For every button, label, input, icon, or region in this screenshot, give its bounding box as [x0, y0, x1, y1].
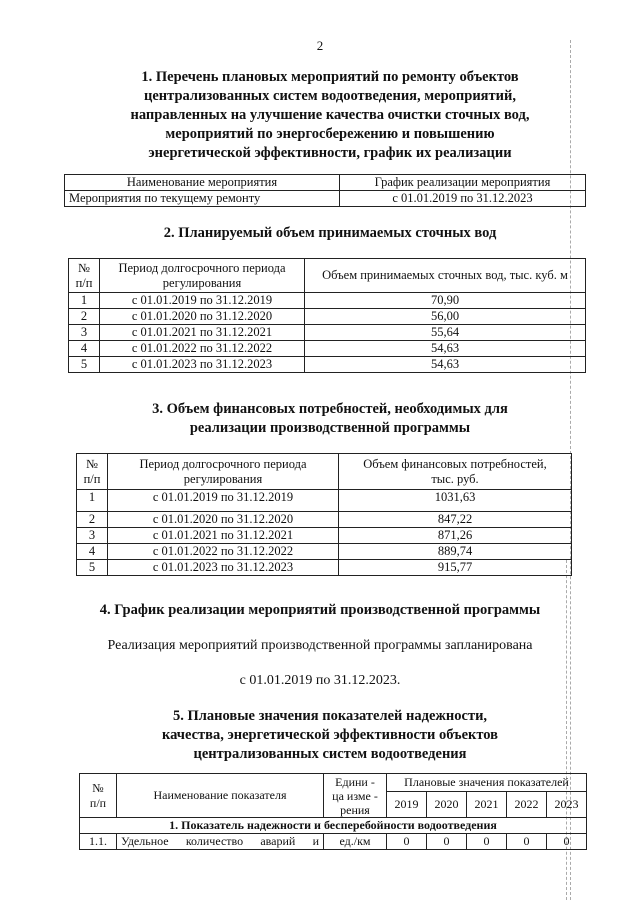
section4-paragraph: Реализация мероприятий производственной программы запланирована — [107, 638, 533, 653]
header-cell-name: Наименование показателя — [117, 774, 324, 818]
year-cell: 2020 — [426, 792, 466, 818]
header-cell-volume: Объем принимаемых сточных вод, тыс. куб. м — [305, 259, 586, 293]
subheader-cell: 1. Показатель надежности и бесперебойности водоотведения — [80, 818, 587, 834]
section5-title: 5. Плановые значения показателей надежности, качества, энергетической эффективности объектов централизованных систем водоотведения — [161, 708, 499, 762]
year-cell: 2021 — [466, 792, 506, 818]
table-row: 5 с 01.01.2023 по 31.12.2023 54,63 — [69, 357, 586, 373]
section1-title: 1. Перечень плановых мероприятий по ремонту объектов централизованных систем водоотведения, мероприятий, направленных на улучшение качества очистки сточных вод, мероприятий по энергосбережению и повышению энергетической эффективности, график их реализации — [130, 69, 530, 161]
table-row: 3 с 01.01.2021 по 31.12.2021 55,64 — [69, 325, 586, 341]
header-cell-period: Период долгосрочного периода регулирования — [100, 259, 305, 293]
table-header-row — [77, 454, 572, 490]
table-row: 2 с 01.01.2020 по 31.12.2020 56,00 — [69, 309, 586, 325]
header-cell-finance: Объем финансовых потребностей, тыс. руб. — [339, 454, 572, 490]
table-row: 4 с 01.01.2022 по 31.12.2022 54,63 — [69, 341, 586, 357]
header-cell-unit: Едини - ца изме - рения — [324, 774, 387, 818]
table-row: 5 с 01.01.2023 по 31.12.2023 915,77 — [77, 560, 572, 576]
row-value: 0 — [546, 834, 586, 850]
row-name: Удельное количество аварий и — [117, 834, 324, 850]
header-cell-num: № п/п — [77, 454, 108, 490]
row-value: 0 — [426, 834, 466, 850]
row-value: 0 — [506, 834, 546, 850]
table-cell: Мероприятия по текущему ремонту — [65, 191, 340, 207]
row-unit: ед./км — [324, 834, 387, 850]
table-header-row — [69, 259, 586, 293]
table-header-row — [80, 774, 587, 792]
section2-table — [68, 258, 586, 373]
row-value: 0 — [387, 834, 427, 850]
year-cell: 2023 — [546, 792, 586, 818]
section3-title: 3. Объем финансовых потребностей, необходимых для реализации производственной программы — [152, 401, 508, 436]
year-cell: 2022 — [506, 792, 546, 818]
table-row: 1 с 01.01.2019 по 31.12.2019 1031,63 — [77, 490, 572, 512]
table-row: 2 с 01.01.2020 по 31.12.2020 847,22 — [77, 512, 572, 528]
year-cell: 2019 — [387, 792, 427, 818]
header-cell: Наименование мероприятия — [65, 175, 340, 191]
header-cell-num: № п/п — [80, 774, 117, 818]
section1-table — [64, 174, 586, 207]
header-cell: График реализации мероприятия — [340, 175, 586, 191]
header-cell-num: № п/п — [69, 259, 100, 293]
section4-title: 4. График реализации мероприятий производственной программы — [99, 602, 541, 618]
page-number: 2 — [316, 38, 324, 53]
table-subheader-row — [80, 818, 587, 834]
section2-title: 2. Планируемый объем принимаемых сточных вод — [163, 225, 497, 241]
section4-dates: с 01.01.2019 по 31.12.2023. — [239, 673, 401, 688]
table-row: 3 с 01.01.2021 по 31.12.2021 871,26 — [77, 528, 572, 544]
table-row: 4 с 01.01.2022 по 31.12.2022 889,74 — [77, 544, 572, 560]
row-value: 0 — [466, 834, 506, 850]
table-header-row — [65, 175, 586, 191]
section3-table — [76, 453, 572, 576]
table-row — [80, 834, 587, 850]
table-row: 1 с 01.01.2019 по 31.12.2019 70,90 — [69, 293, 586, 309]
header-cell-period: Период долгосрочного периода регулирования — [108, 454, 339, 490]
row-num: 1.1. — [80, 834, 117, 850]
table-row — [65, 191, 586, 207]
table-cell: с 01.01.2019 по 31.12.2023 — [340, 191, 586, 207]
section5-table — [79, 773, 587, 850]
header-cell-planned: Плановые значения показателей — [387, 774, 587, 792]
